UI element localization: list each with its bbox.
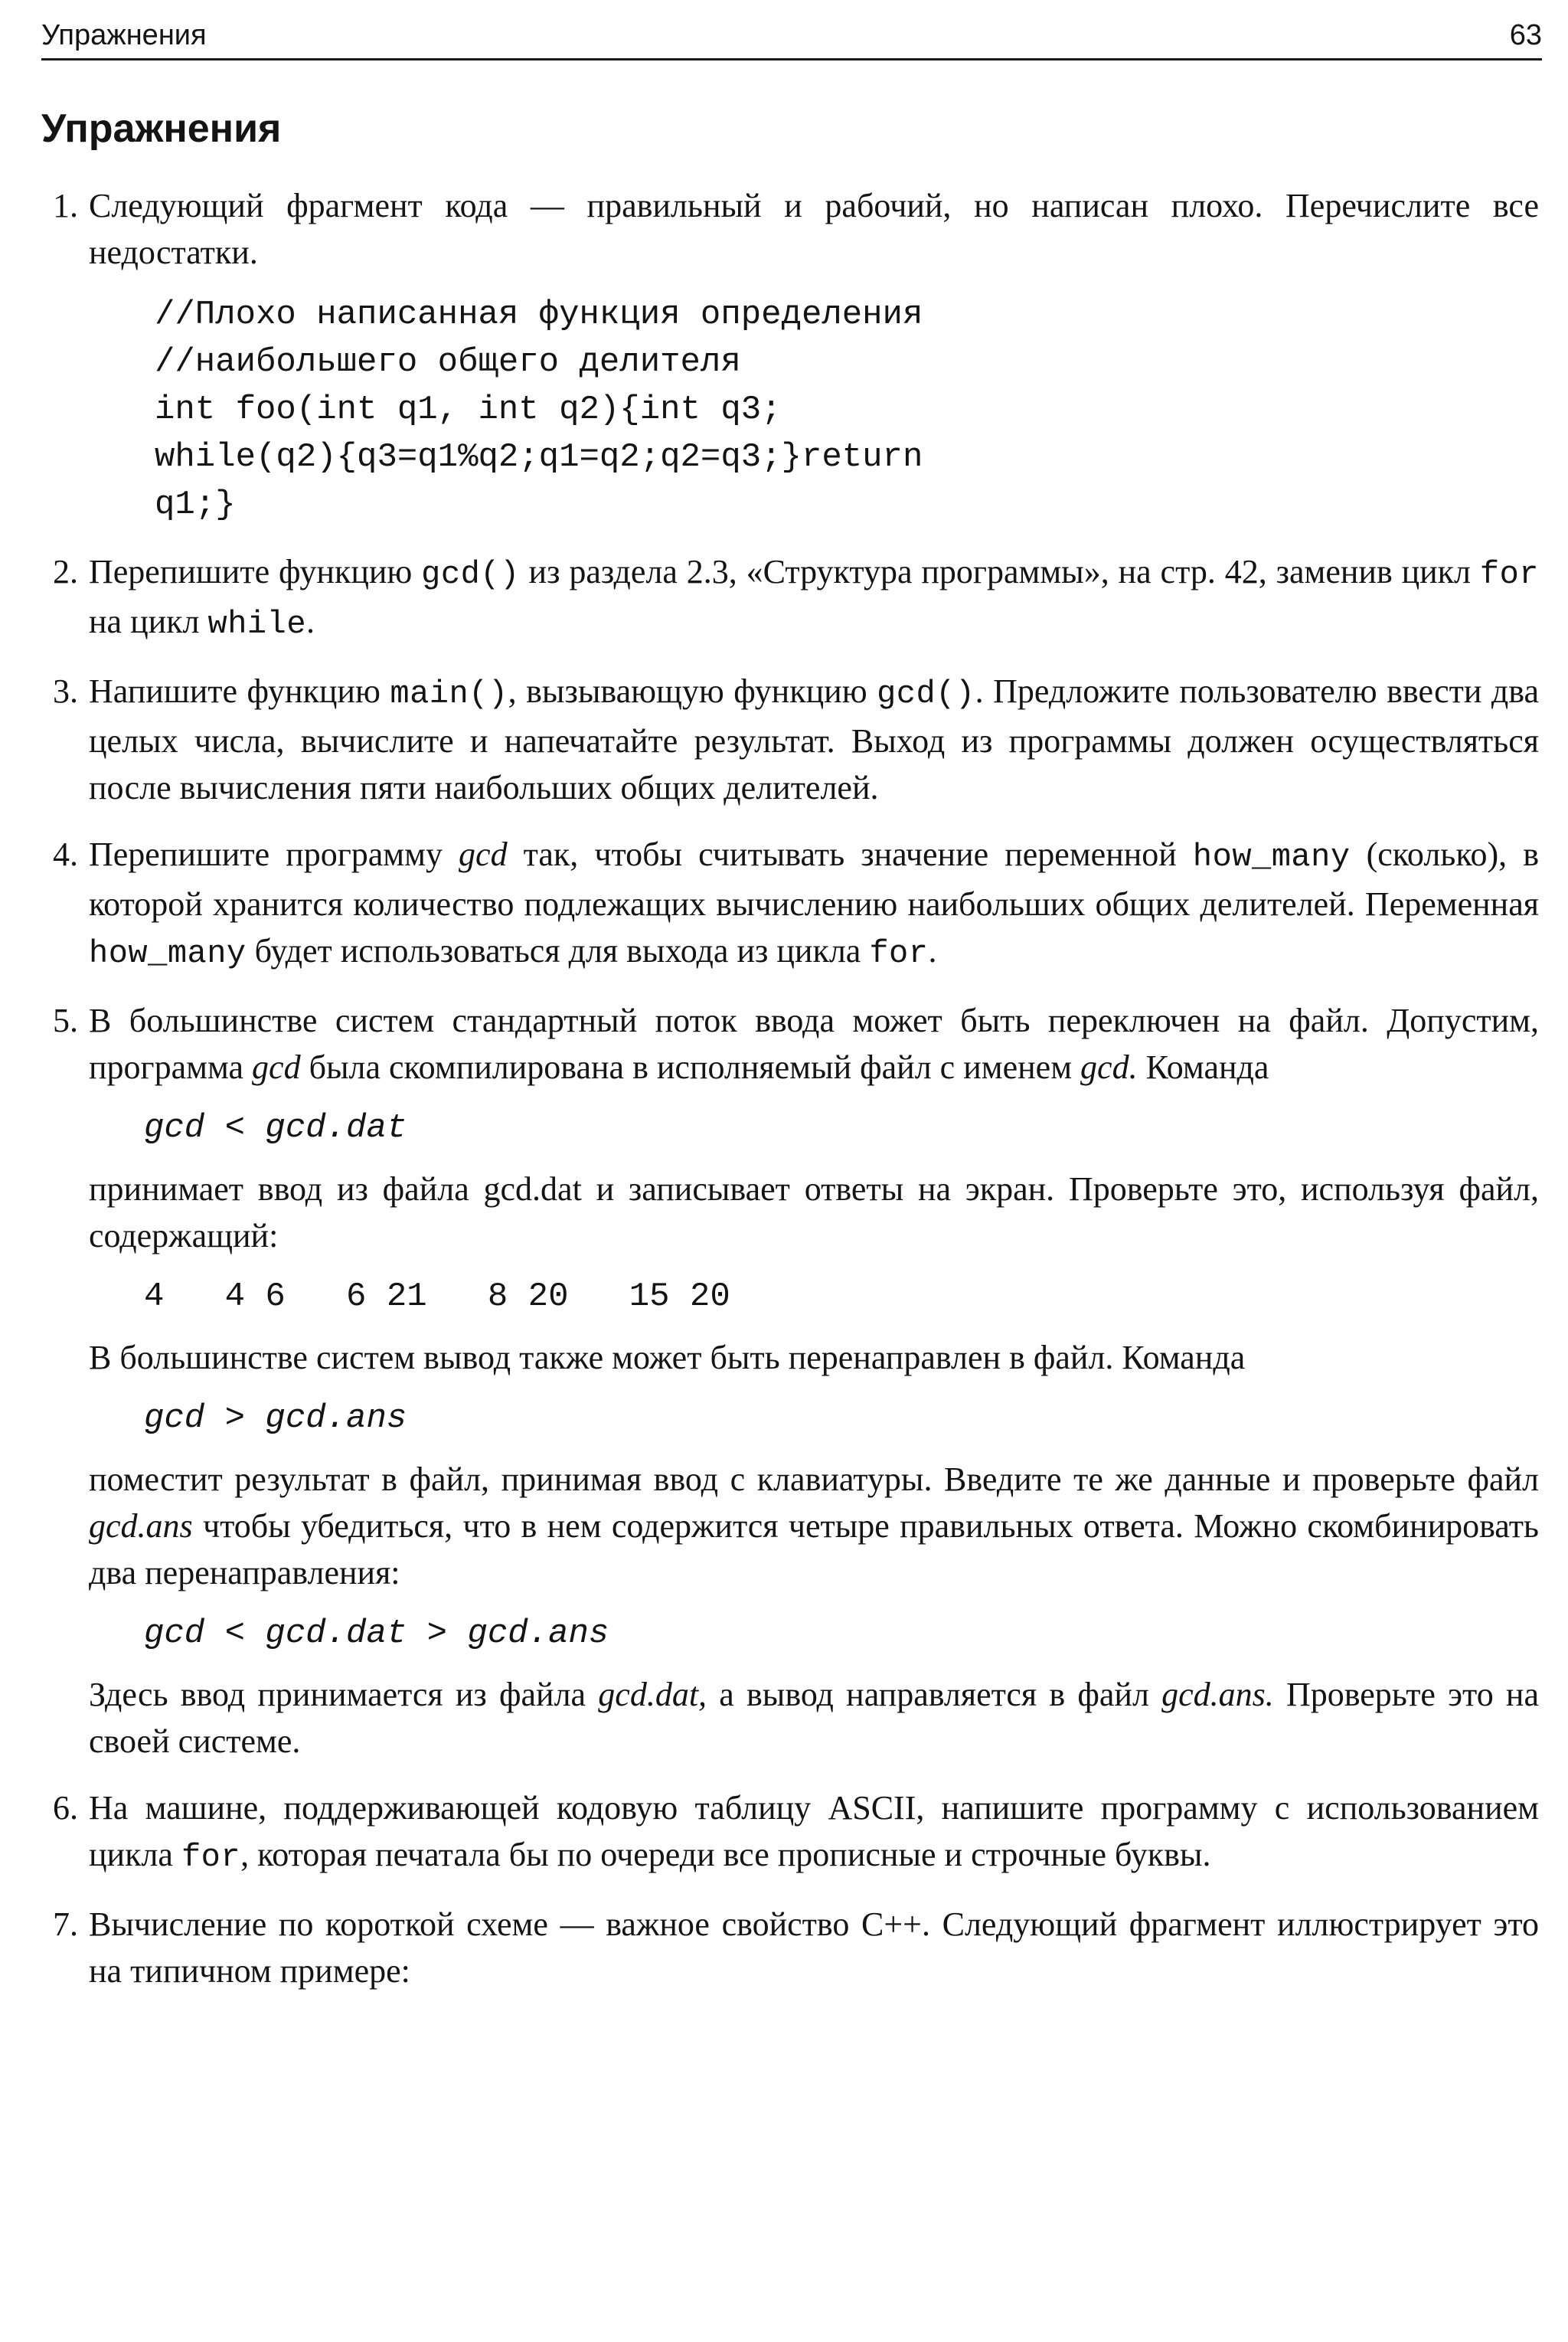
- exercise-text: [89, 1671, 1539, 1765]
- text-run: , которая печатала бы по очереди все прописные и строчные буквы.: [240, 1836, 1211, 1873]
- exercise-4: [31, 831, 1539, 977]
- command-line: gcd < gcd.dat > gcd.ans: [144, 1614, 609, 1653]
- inline-code: how_many: [89, 935, 247, 972]
- command-line: gcd > gcd.ans: [144, 1399, 407, 1438]
- exercise-3: [31, 668, 1539, 811]
- exercise-7: [31, 1901, 1539, 1994]
- running-title: Упражнения: [41, 19, 207, 51]
- inline-code: for: [1479, 556, 1540, 593]
- text-run: Команда: [1137, 1048, 1269, 1086]
- exercise-number: 1.: [53, 187, 78, 224]
- inline-code: gcd(): [877, 675, 975, 712]
- command-line: gcd < gcd.dat: [144, 1109, 407, 1147]
- exercise-text: В большинстве систем вывод также может быть перенаправлен в файл. Команда: [89, 1339, 1246, 1376]
- exercise-text: [89, 1456, 1539, 1596]
- section-heading: Упражнения: [41, 106, 282, 151]
- inline-code: gcd(): [421, 556, 520, 593]
- italic-term: gcd.: [1080, 1048, 1138, 1086]
- exercise-number: 6.: [53, 1789, 78, 1827]
- text-run: на цикл: [89, 603, 208, 640]
- italic-term: gcd: [252, 1048, 301, 1086]
- exercise-number: 5.: [53, 1002, 78, 1039]
- exercise-number: 2.: [53, 553, 78, 590]
- text-run: так, чтобы считывать значение переменной: [507, 836, 1193, 873]
- text-run: поместит результат в файл, принимая ввод с клавиатуры. Введите те же данные и проверьте файл: [89, 1460, 1539, 1498]
- inline-code: how_many: [1192, 839, 1351, 875]
- text-run: В большинстве систем стандартный поток ввода может быть переключен на файл. Допустим, программа: [89, 1002, 1539, 1086]
- text-run: будет использоваться для выхода из цикла: [246, 932, 870, 970]
- text-run: . Предложите пользователю ввести два целых числа, вычислите и напечатайте результат. Выход из программы должен осуществляться после вычисления пяти наибольших общих делителей.: [89, 672, 1540, 806]
- text-run: Здесь ввод принимается из файла: [89, 1676, 599, 1713]
- exercise-text: [89, 1784, 1539, 1881]
- text-run: из раздела 2.3, «Структура программы», на стр. 42, заменив цикл: [519, 553, 1480, 590]
- code-listing: //Плохо написанная функция определения //наибольшего общего делителя int foo(int q1, int q2){int q3; while(q2){q3=q1%q2;q1=q2;q2=q3;}return q1;}: [155, 296, 923, 524]
- data-listing: 4 4 6 6 21 8 20 15 20: [144, 1277, 730, 1316]
- text-run: а вывод направляется в файл: [707, 1676, 1162, 1713]
- italic-term: gcd.dat,: [598, 1676, 707, 1713]
- exercise-text: [89, 548, 1539, 648]
- exercise-text: Вычисление по короткой схеме — важное свойство C++. Следующий фрагмент иллюстрирует это на типичном примере:: [89, 1905, 1539, 1990]
- running-header: [41, 14, 1542, 61]
- inline-code: while: [207, 606, 307, 643]
- exercise-list: [31, 182, 1539, 2014]
- exercise-1: [31, 182, 1539, 528]
- exercise-6: [31, 1784, 1539, 1881]
- text-run: Напишите функцию: [89, 672, 390, 710]
- text-run: На машине, поддерживающей кодовую таблицу ASCII, напишите программу с использованием цикла: [89, 1789, 1539, 1873]
- exercise-text: [89, 997, 1539, 1091]
- exercise-text: [89, 831, 1539, 977]
- text-run: , вызывающую функцию: [508, 672, 877, 710]
- inline-code: for: [869, 935, 929, 972]
- text-run: Перепишите программу: [89, 836, 459, 873]
- inline-code: main(): [390, 675, 508, 712]
- exercise-number: 7.: [53, 1905, 78, 1943]
- exercise-2: [31, 548, 1539, 648]
- inline-code: for: [181, 1839, 241, 1876]
- page-number: 63: [1509, 19, 1542, 51]
- text-run: чтобы убедиться, что в нем содержится четыре правильных ответа. Можно скомбинировать два перенаправления:: [89, 1507, 1539, 1591]
- text-run: была скомпилирована в исполняемый файл с именем: [300, 1048, 1081, 1086]
- text-run: Проверьте это на своей системе.: [89, 1676, 1539, 1760]
- text-run: .: [928, 932, 937, 970]
- exercise-text: Следующий фрагмент кода — правильный и рабочий, но написан плохо. Перечислите все недостатки.: [89, 187, 1539, 271]
- exercise-5: [31, 997, 1539, 1765]
- exercise-number: 4.: [53, 836, 78, 873]
- text-run: Перепишите функцию: [89, 553, 422, 590]
- italic-term: gcd.ans.: [1161, 1676, 1274, 1713]
- text-run: .: [306, 603, 315, 640]
- italic-term: gcd.ans: [89, 1507, 193, 1545]
- text-run: (сколько), в которой хранится количество подлежащих вычислению наибольших общих делителей. Переменная: [89, 836, 1539, 923]
- exercise-number: 3.: [53, 672, 78, 710]
- exercise-text: принимает ввод из файла gcd.dat и записывает ответы на экран. Проверьте это, используя файл, содержащий:: [89, 1170, 1539, 1254]
- exercise-text: [89, 668, 1539, 811]
- italic-term: gcd: [459, 836, 508, 873]
